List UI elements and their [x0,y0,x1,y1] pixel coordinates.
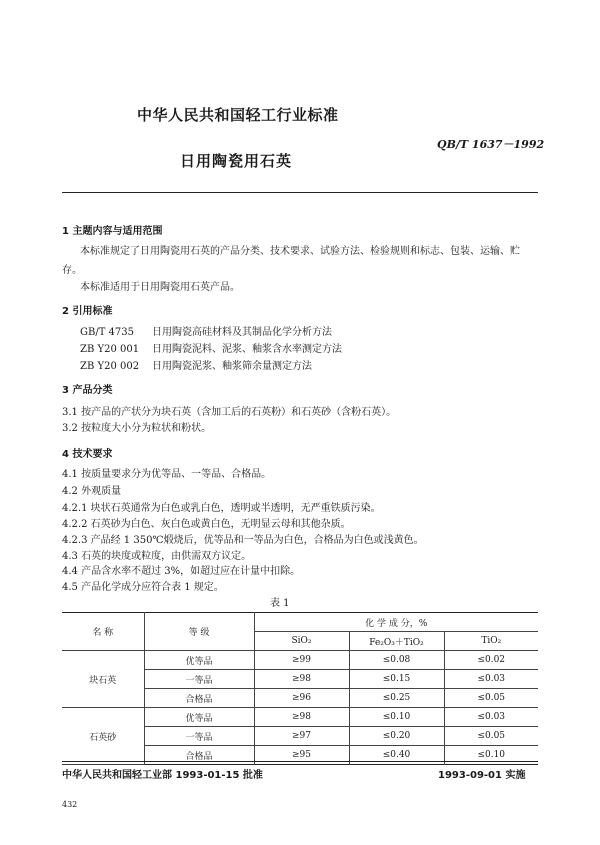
table-header-row [62,613,538,632]
grade-cell: 一等品 [144,670,254,689]
table-row [62,708,538,727]
fe-cell: ≤0.08 [349,651,444,670]
reference-code: ZB Y20 002 [80,361,140,372]
implementation-date: 1993-09-01 实施 [438,770,526,781]
reference-item [80,323,332,338]
table-caption: 表 1 [270,598,290,609]
fe-cell: ≤0.25 [349,689,444,708]
ti-cell: ≤0.05 [444,727,538,746]
ti-cell: ≤0.02 [444,651,538,670]
grade-cell: 优等品 [144,708,254,727]
sio2-cell: ≥95 [254,746,349,765]
header-fe2o3-tio2: Fe₂O₃＋TiO₂ [349,632,444,651]
header-tio2: TiO₂ [444,632,538,651]
fe-cell: ≤0.15 [349,670,444,689]
ti-cell: ≤0.05 [444,689,538,708]
standard-number: QB/T 1637－1992 [437,138,545,151]
reference-title: 日用陶瓷泥料、泥浆、釉浆含水率测定方法 [152,344,342,355]
ti-cell: ≤0.03 [444,708,538,727]
footer-rule [62,761,538,762]
clause-4-2-1: 4.2.1 块状石英通常为白色或乳白色，透明或半透明，无严重铁质污染。 [62,503,381,514]
reference-code: GB/T 4735 [80,327,135,338]
clause-4-2: 4.2 外观质量 [62,486,122,497]
sio2-cell: ≥96 [254,689,349,708]
header-rule [62,192,538,193]
chemical-composition-table [62,612,538,765]
header-grade: 等 级 [144,613,254,651]
section-1-paragraph-1: 本标准规定了日用陶瓷用石英的产品分类、技术要求、试验方法、检验规则和标志、包装、运输、贮 [80,246,520,257]
ti-cell: ≤0.03 [444,670,538,689]
header-name: 名 称 [62,613,144,651]
header-chemical: 化 学 成 分，% [254,613,538,632]
fe-cell: ≤0.40 [349,746,444,765]
clause-4-2-2: 4.2.2 石英砂为白色、灰白色或黄白色，无明显云母和其他杂质。 [62,519,351,530]
section-2-heading: 2 引用标准 [62,306,113,317]
clause-4-1: 4.1 按质量要求分为优等品、一等品、合格品。 [62,469,272,480]
clause-3-2: 3.2 按粒度大小分为粒状和粉状。 [62,423,212,434]
reference-code: ZB Y20 001 [80,344,140,355]
sio2-cell: ≥98 [254,670,349,689]
section-4-heading: 4 技术要求 [62,449,113,460]
clause-4-2-3: 4.2.3 产品经 1 350℃煅烧后，优等品和一等品为白色，合格品为白色或浅黄色。 [62,535,424,546]
group-name: 块石英 [62,651,144,708]
reference-title: 日用陶瓷高硅材料及其制品化学分析方法 [152,327,332,338]
ti-cell: ≤0.10 [444,746,538,765]
clause-4-3: 4.3 石英的块度或粒度，由供需双方议定。 [62,551,252,562]
page-number: 432 [62,800,78,809]
reference-title: 日用陶瓷泥浆、釉浆筛余量测定方法 [152,361,312,372]
section-1-heading: 1 主题内容与适用范围 [62,226,163,237]
reference-item [80,357,312,372]
fe-cell: ≤0.10 [349,708,444,727]
sio2-cell: ≥97 [254,727,349,746]
fe-cell: ≤0.20 [349,727,444,746]
page-title: 日用陶瓷用石英 [180,152,293,170]
sio2-cell: ≥99 [254,651,349,670]
header-sio2: SiO₂ [254,632,349,651]
grade-cell: 优等品 [144,651,254,670]
section-1-paragraph-1-cont: 存。 [62,265,82,276]
approval-line: 中华人民共和国轻工业部 1993-01-15 批准 [62,770,263,781]
section-1-paragraph-2: 本标准适用于日用陶瓷用石英产品。 [80,282,240,293]
clause-4-5: 4.5 产品化学成分应符合表 1 规定。 [62,582,224,593]
sio2-cell: ≥98 [254,708,349,727]
table-row [62,651,538,670]
issuer-title: 中华人民共和国轻工行业标准 [137,106,339,124]
clause-4-4: 4.4 产品含水率不超过 3%，如超过应在计量中扣除。 [62,566,301,577]
group-name: 石英砂 [62,708,144,765]
grade-cell: 一等品 [144,727,254,746]
clause-3-1: 3.1 按产品的产状分为块石英（含加工后的石英粉）和石英砂（含粉石英）。 [62,407,397,418]
section-3-heading: 3 产品分类 [62,385,113,396]
grade-cell: 合格品 [144,689,254,708]
reference-item [80,340,342,355]
grade-cell: 合格品 [144,746,254,765]
